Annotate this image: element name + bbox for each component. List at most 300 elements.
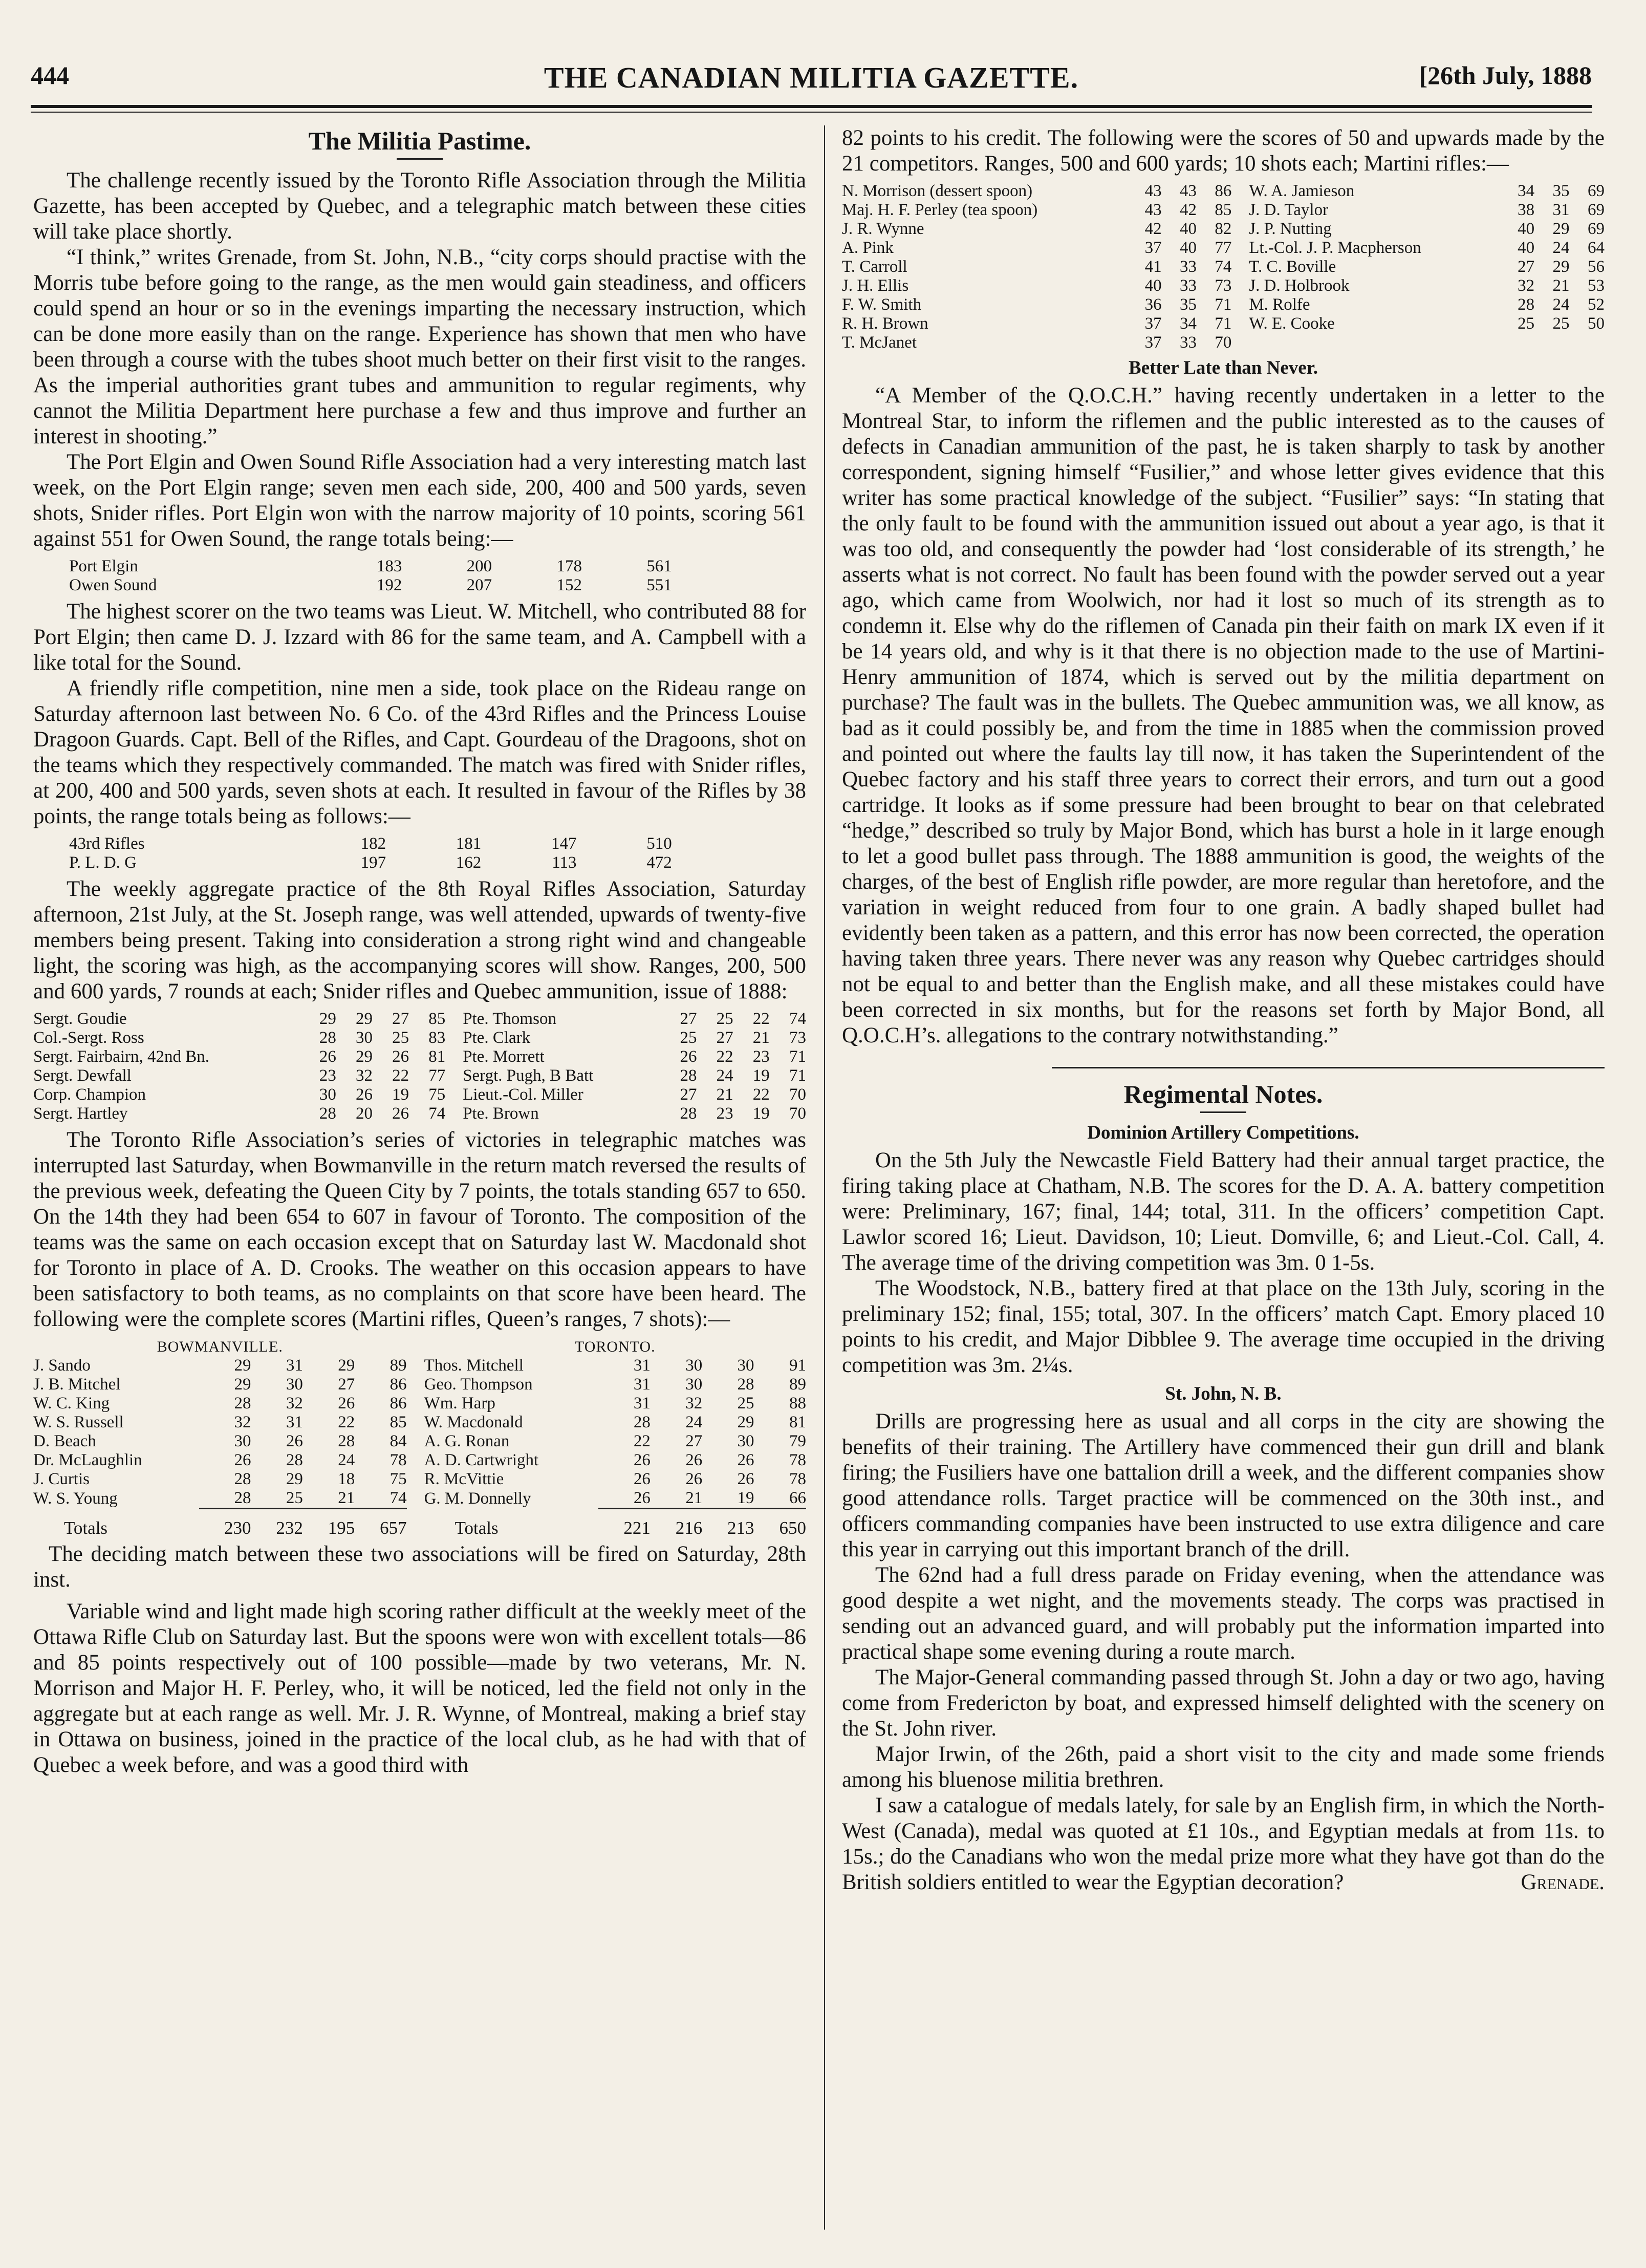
score-cell: 197 [360, 853, 386, 872]
score-cell: 25 [737, 1394, 754, 1413]
shooter-name [1249, 333, 1499, 352]
paragraph: A friendly rifle competition, nine men a side, took place on the Rideau range on Saturday afternoon last between No. 6 Co. of the 43rd Rifles and the Princess Louise Dragoon Guards. Capt. Bell of the Rifles, and Capt. Gourdeau of the Dragoons, shot on the teams which they respectively commanded. The match was fired with Snider rifles, at 200, 400 and 500 yards, seven shots at each. It resulted in favour of the Rifles by 38 points, the range totals being as follows:— [33, 676, 806, 828]
score-cell: 71 [1215, 295, 1232, 314]
score-cell: 200 [466, 557, 492, 575]
score-cell: 36 [1144, 295, 1162, 314]
score-cell: 30 [234, 1432, 251, 1450]
paragraph: The weekly aggregate practice of the 8th Royal Rifles Association, Saturday afternoon, 21st July, at the St. Joseph range, was well attended, upwards of twenty-five members being present. Taking into consideration a strong right wind and changeable light, the scoring was high, as the accompanying scores will show. Ranges, 200, 500 and 600 yards, 7 rounds at each; Snider rifles and Quebec ammunition, issue of 1888: [33, 877, 806, 1003]
score-table-port-elgin [69, 557, 672, 595]
subheading-st-john: St. John, N. B. [1165, 1383, 1282, 1404]
score-cell: 40 [1518, 220, 1535, 238]
score-cell: 20 [355, 1104, 373, 1123]
table-row [842, 239, 1605, 258]
score-cell: 24 [338, 1451, 355, 1469]
score-cell: 74 [1215, 258, 1232, 276]
score-cell: 178 [556, 557, 582, 575]
table-row [842, 258, 1605, 276]
subheading-artillery-competitions: Dominion Artillery Competitions. [1087, 1122, 1359, 1143]
paragraph: “A Member of the Q.O.C.H.” having recently undertaken in a letter to the Montreal Star, to inform the riflemen and the public interested as to the causes of defects in Canadian ammunition of the past, he is taken sharply to task by another correspondent, signing himself “Fusilier,” and whose letter gives evidence that this writer has some practical knowledge of the subject. “Fusilier” says: “In stating that the only fault to be found with the ammunition issued out about a year ago, is that it was too old, and consequently the powder had ‘lost considerable of its strength,’ he asserts what is not correct. No fault has been found with the powder served out a year ago, which came from Woolwich, nor had it lost so much of its strength as to condemn it. Else why do the riflemen of Canada pin their faith on mark IX even if it be 14 years old, and why is it that there is no objection made to the use of Martini-Henry ammunition of 1874, which is served out by the militia department on purchase? The fault was in the bullets. The Quebec ammunition was, we all know, as bad as it could possibly be, and from the time in 1885 when the commission proved and pointed out where the faults lay till now, it has taken the Superintendent of the Quebec factory and his staff three years to correct their errors, and turn out a good cartridge. It looks as if some pressure had been brought to bear on that celebrated “hedge,” described so truly by Major Bond, which has burst a hole in it large enough to let a good bullet pass through. The 1888 ammunition is good, the weights of the charges, of the best of English rifle powder, are more regular than heretofore, and the variation in weight reduced from four to one grain. A badly shaped bullet had evidently been taken as a pattern, and this error has now been corrected, the operation having taken three years. There never was any reason why Quebec cartridges should not be equal to and better than the English make, and all these mistakes could have been corrected in six months, but for the reasons set forth by Major Bond, all Q.O.C.H’s. allegations to the contrary notwithstanding.” [842, 383, 1605, 1047]
shooter-name: J. D. Taylor [1249, 201, 1329, 219]
heading-rule [397, 158, 443, 160]
table-row [842, 182, 1605, 201]
score-cell: 66 [789, 1489, 806, 1507]
score-cell: 31 [633, 1375, 651, 1394]
paragraph: The 62nd had a full dress parade on Friday evening, when the attendance was good despite a wet night, and the movements steady. The corps was practised in sending out an advanced guard, and will probably put the information imparted into practical shape some evening during a route march. [842, 1563, 1605, 1664]
shooter-name: Col.-Sergt. Ross [33, 1029, 144, 1047]
score-cell: 86 [389, 1394, 407, 1413]
score-cell: 26 [685, 1451, 703, 1469]
score-cell: 71 [1215, 314, 1232, 333]
signature: Grenade. [1521, 1870, 1605, 1894]
score-cell: 35 [1552, 182, 1570, 200]
shooter-name: Sergt. Goudie [33, 1010, 127, 1028]
score-cell: 91 [789, 1356, 806, 1375]
score-cell: 64 [1588, 239, 1605, 257]
issue-date: [26th July, 1888 [1419, 61, 1592, 90]
score-cell: 73 [789, 1029, 806, 1047]
score-cell: 32 [234, 1413, 251, 1431]
score-cell: 78 [789, 1470, 806, 1488]
paragraph: 82 points to his credit. The following were the scores of 50 and upwards made by the 21 competitors. Ranges, 500 and 600 yards; 10 shots each; Martini rifles:— [842, 126, 1605, 176]
shooter-name: N. Morrison (dessert spoon) [842, 182, 1033, 200]
shooter-name: Sergt. Pugh, B Batt [463, 1066, 594, 1085]
score-cell: 207 [466, 576, 492, 594]
table-row [33, 1029, 806, 1047]
score-cell: 26 [737, 1470, 754, 1488]
score-cell: 21 [716, 1085, 733, 1104]
shooter-name: W. A. Jamieson [1249, 182, 1355, 200]
score-cell: 183 [376, 557, 402, 575]
score-cell: 21 [1552, 276, 1570, 295]
score-cell: 19 [392, 1085, 409, 1104]
score-cell: 85 [389, 1413, 407, 1431]
paragraph: The challenge recently issued by the Toronto Rifle Association through the Militia Gazette, has been accepted by Quebec, and a telegraphic match between these cities will take place shortly. [33, 168, 806, 244]
score-cell: 70 [789, 1104, 806, 1123]
table-row [842, 220, 1605, 239]
score-table-43rd-rifles [69, 835, 672, 872]
shooter-name: W. Macdonald [424, 1413, 523, 1431]
score-cell: 34 [1179, 314, 1197, 333]
score-cell: 29 [737, 1413, 754, 1431]
totals-label: Totals [64, 1518, 108, 1538]
paragraph: The deciding match between these two associations will be fired on Saturday, 28th inst. [33, 1542, 806, 1592]
table-row [842, 295, 1605, 314]
table-header-row [33, 1337, 806, 1356]
table-row [842, 314, 1605, 333]
score-cell: 181 [456, 835, 482, 853]
score-cell: 23 [752, 1047, 770, 1066]
score-cell: 22 [338, 1413, 355, 1431]
score-cell: 28 [234, 1470, 251, 1488]
score-cell: 21 [338, 1489, 355, 1507]
table-row [842, 201, 1605, 220]
score-cell: 88 [789, 1394, 806, 1413]
score-cell: 84 [389, 1432, 407, 1450]
score-cell: 34 [1518, 182, 1535, 200]
score-cell: 24 [685, 1413, 703, 1431]
score-cell: 29 [355, 1010, 373, 1028]
score-cell: 28 [680, 1066, 697, 1085]
team-name: P. L. D. G [69, 853, 137, 872]
score-cell: 25 [1518, 314, 1535, 333]
score-cell: 26 [338, 1394, 355, 1413]
header-rule-thin [31, 112, 1592, 113]
shooter-name: J. Curtis [33, 1470, 90, 1488]
score-cell: 28 [1518, 295, 1535, 314]
shooter-name: Pte. Clark [463, 1029, 531, 1047]
score-cell: 26 [633, 1451, 651, 1469]
score-cell: 43 [1144, 201, 1162, 219]
score-cell: 56 [1588, 258, 1605, 276]
score-cell: 22 [752, 1010, 770, 1028]
score-cell: 28 [234, 1489, 251, 1507]
paragraph: The Toronto Rifle Association’s series of victories in telegraphic matches was interrupted last Saturday, when Bowmanville in the return match reversed the results of the previous week, defeating the Queen City by 7 points, the totals standing 657 to 650. On the 14th they had been 654 to 607 in favour of Toronto. The composition of the teams was the same on each occasion except that on Saturday last W. Macdonald shot for Toronto in place of A. D. Crooks. The weather on this occasion appears to have been satisfactory to both teams, as no complaints on that score have been heard. The following were the complete scores (Martini rifles, Queen’s ranges, 7 shots):— [33, 1128, 806, 1331]
score-cell [1500, 333, 1534, 352]
paragraph: Variable wind and light made high scoring rather difficult at the weekly meet of the Ottawa Rifle Club on Saturday last. But the spoons were won with excellent totals—86 and 85 points respectively out of 100 possible—made by two veterans, Mr. N. Morrison and Major H. F. Perley, who, it will be noticed, led the field not only in the aggregate but at each range as well. Mr. J. R. Wynne, of Montreal, making a brief stay in Ottawa on business, joined in the practice of the local club, as he had with that of Quebec a week before, and was a good third with [33, 1599, 806, 1777]
score-cell: 81 [789, 1413, 806, 1431]
shooter-name: Sergt. Fairbairn, 42nd Bn. [33, 1047, 210, 1066]
score-cell: 28 [286, 1451, 303, 1469]
score-cell: 26 [234, 1451, 251, 1469]
team-heading: TORONTO. [574, 1338, 656, 1355]
score-cell: 30 [319, 1085, 336, 1104]
shooter-name: T. Carroll [842, 258, 907, 276]
score-cell: 28 [338, 1432, 355, 1450]
table-row [69, 576, 672, 595]
score-cell: 86 [389, 1375, 407, 1394]
score-cell: 510 [646, 835, 672, 853]
shooter-name: M. Rolfe [1249, 295, 1310, 314]
score-cell: 22 [633, 1432, 651, 1450]
score-cell: 32 [286, 1394, 303, 1413]
paragraph: “I think,” writes Grenade, from St. John, N.B., “city corps should practise with the Morris tube before going to the range, as the men would gain steadiness, and officers could spend an hour or so in the evenings imparting the necessary instruction, which can be done more easily than on the range. Experience has shown that men who have been through a course with the tubes shoot much better on their first visit to the ranges. As the imperial authorities grant tubes and ammunition to regular regiments, why cannot the Militia Department here purchase a few and thus improve and further an interest in shooting.” [33, 245, 806, 448]
score-cell: 28 [680, 1104, 697, 1123]
score-cell [1570, 333, 1605, 352]
shooter-name: R. McVittie [424, 1470, 504, 1488]
table-divider-row [33, 1509, 806, 1513]
left-column [33, 125, 806, 1778]
paragraph: On the 5th July the Newcastle Field Battery had their annual target practice, the firing taking place at Chatham, N.B. The scores for the D. A. A. battery competition were: Preliminary, 167; final, 144; total, 311. In the officers’ competition Capt. Lawlor scored 16; Lieut. Davidson, 10; Lieut. Domville, 6; and Lieut.-Col. Call, 4. The average time of the driving competition was 3m. 0 1-5s. [842, 1148, 1605, 1275]
score-cell: 35 [1179, 295, 1197, 314]
score-cell: 31 [286, 1413, 303, 1431]
shooter-name: J. D. Holbrook [1249, 276, 1350, 295]
table-row [33, 1451, 806, 1470]
score-cell: 71 [789, 1047, 806, 1066]
score-cell: 37 [1144, 314, 1162, 333]
team-heading: BOWMANVILLE. [157, 1338, 283, 1355]
shooter-name: F. W. Smith [842, 295, 922, 314]
score-cell: 53 [1588, 276, 1605, 295]
table-row [69, 853, 672, 872]
score-cell: 74 [789, 1010, 806, 1028]
shooter-name: Lt.-Col. J. P. Macpherson [1249, 239, 1421, 257]
score-table-bowmanville-toronto [33, 1337, 806, 1537]
shooter-name: A. D. Cartwright [424, 1451, 539, 1469]
score-cell: 27 [716, 1029, 733, 1047]
score-cell: 26 [633, 1470, 651, 1488]
shooter-name: T. C. Boville [1249, 258, 1336, 276]
score-cell: 40 [1144, 276, 1162, 295]
score-cell: 26 [633, 1489, 651, 1507]
score-cell: 24 [716, 1066, 733, 1085]
table-row [33, 1010, 806, 1029]
score-cell: 27 [392, 1010, 409, 1028]
score-cell: 50 [1588, 314, 1605, 333]
score-cell: 40 [1179, 220, 1197, 238]
score-cell: 21 [685, 1489, 703, 1507]
table-row [33, 1470, 806, 1489]
score-cell: 29 [234, 1375, 251, 1394]
shooter-name: Pte. Brown [463, 1104, 539, 1123]
paragraph-text: I saw a catalogue of medals lately, for sale by an English firm, in which the North-West (Canada), medal was quoted at £1 10s., and Egyptian medals at from 11s. to 15s.; do the Canadians who won the medal prize more what they have got than do the British soldiers entitled to wear the Egyptian decoration? [842, 1793, 1605, 1894]
score-cell: 81 [428, 1047, 446, 1066]
team-name: 43rd Rifles [69, 835, 145, 853]
table-row [33, 1394, 806, 1413]
score-cell: 69 [1588, 182, 1605, 200]
score-cell: 77 [1215, 239, 1232, 257]
score-cell: 69 [1588, 201, 1605, 219]
score-cell: 70 [1215, 333, 1232, 352]
score-cell: 33 [1179, 258, 1197, 276]
score-cell: 28 [234, 1394, 251, 1413]
total-cell: 650 [779, 1518, 806, 1538]
score-cell: 23 [716, 1104, 733, 1123]
score-cell: 78 [789, 1451, 806, 1469]
paragraph: Major Irwin, of the 26th, paid a short visit to the city and made some friends among his bluenose militia brethren. [842, 1742, 1605, 1792]
score-cell: 32 [1518, 276, 1535, 295]
score-cell: 77 [428, 1066, 446, 1085]
score-cell: 78 [389, 1451, 407, 1469]
score-cell: 26 [392, 1104, 409, 1123]
shooter-name: Pte. Morrett [463, 1047, 545, 1066]
shooter-name: J. B. Mitchel [33, 1375, 121, 1394]
score-cell: 38 [1518, 201, 1535, 219]
score-cell: 113 [552, 853, 577, 872]
score-cell: 75 [428, 1085, 446, 1104]
paragraph: The Port Elgin and Owen Sound Rifle Association had a very interesting match last week, on the Port Elgin range; seven men each side, 200, 400 and 500 yards, seven shots, Snider rifles. Port Elgin won with the narrow majority of 10 points, scoring 561 against 551 for Owen Sound, the range totals being:— [33, 450, 806, 551]
column-divider [824, 125, 825, 2230]
score-cell: 82 [1215, 220, 1232, 238]
score-cell: 74 [389, 1489, 407, 1507]
score-cell: 33 [1179, 333, 1197, 352]
score-cell: 89 [389, 1356, 407, 1375]
score-cell: 28 [319, 1029, 336, 1047]
shooter-name: W. S. Young [33, 1489, 118, 1508]
section-heading-militia-pastime: The Militia Pastime. [308, 126, 531, 155]
paragraph: The Major-General commanding passed through St. John a day or two ago, having come from Fredericton by boat, and expressed himself delighted with the scenery on the St. John river. [842, 1665, 1605, 1741]
score-cell: 24 [1552, 295, 1570, 314]
total-cell: 221 [623, 1518, 651, 1538]
table-row [842, 333, 1605, 352]
table-row [33, 1489, 806, 1509]
table-row [69, 835, 672, 853]
shooter-name: G. M. Donnelly [424, 1489, 531, 1508]
total-cell: 230 [224, 1518, 251, 1538]
score-cell: 30 [737, 1356, 754, 1375]
table-row [33, 1066, 806, 1085]
score-cell: 561 [646, 557, 672, 575]
score-cell: 69 [1588, 220, 1605, 238]
score-cell: 31 [1552, 201, 1570, 219]
score-cell: 152 [556, 576, 582, 594]
score-cell: 79 [789, 1432, 806, 1450]
paragraph: The Woodstock, N.B., battery fired at that place on the 13th July, scoring in the preliminary 152; final, 155; total, 307. In the officers’ match Capt. Emory placed 10 points to his credit, and Major Dibblee 9. The average time occupied in the driving competition was 3m. 2¼s. [842, 1276, 1605, 1377]
table-row [842, 276, 1605, 295]
section-rule [1052, 1067, 1605, 1068]
paragraph: Drills are progressing here as usual and all corps in the city are showing the benefits of their training. The Artillery have commenced their gun drill and blank firing; the Fusiliers have one battalion drill a week, and the different companies show good attendance rolls. Target practice will be commenced on the 30th inst., and officers commanding companies have been instructed to use extra diligence and care this year in carrying out this important branch of the drill. [842, 1409, 1605, 1561]
score-cell: 27 [1518, 258, 1535, 276]
score-cell: 26 [319, 1047, 336, 1066]
table-row [33, 1356, 806, 1375]
total-cell: 216 [675, 1518, 703, 1538]
header-rule [31, 105, 1592, 108]
score-cell: 27 [338, 1375, 355, 1394]
score-cell: 52 [1588, 295, 1605, 314]
score-cell: 30 [685, 1356, 703, 1375]
shooter-name: Lieut.-Col. Miller [463, 1085, 583, 1104]
shooter-name: W. C. King [33, 1394, 110, 1413]
shooter-name: J. P. Nutting [1249, 220, 1332, 238]
score-cell: 29 [319, 1010, 336, 1028]
publication-title: THE CANADIAN MILITIA GAZETTE. [544, 61, 1079, 94]
score-cell: 29 [355, 1047, 373, 1066]
score-cell: 32 [685, 1394, 703, 1413]
score-cell: 22 [752, 1085, 770, 1104]
score-cell: 42 [1144, 220, 1162, 238]
score-cell: 26 [392, 1047, 409, 1066]
shooter-name: Corp. Champion [33, 1085, 146, 1104]
shooter-name: D. Beach [33, 1432, 96, 1450]
score-cell: 28 [633, 1413, 651, 1431]
score-cell: 37 [1144, 333, 1162, 352]
score-cell: 31 [286, 1356, 303, 1375]
shooter-name: A. Pink [842, 239, 894, 257]
score-cell: 23 [319, 1066, 336, 1085]
score-cell: 86 [1215, 182, 1232, 200]
total-cell: 232 [276, 1518, 303, 1538]
subheading-better-late: Better Late than Never. [1129, 357, 1318, 378]
score-cell: 25 [286, 1489, 303, 1507]
page-number: 444 [31, 61, 69, 90]
shooter-name: Sergt. Hartley [33, 1104, 128, 1123]
shooter-name: J. R. Wynne [842, 220, 924, 238]
score-cell: 30 [355, 1029, 373, 1047]
shooter-name: Maj. H. F. Perley (tea spoon) [842, 201, 1038, 219]
team-name: Owen Sound [69, 576, 157, 594]
score-cell: 25 [680, 1029, 697, 1047]
total-cell: 213 [727, 1518, 754, 1538]
score-cell: 551 [646, 576, 672, 594]
shooter-name: W. E. Cooke [1249, 314, 1335, 333]
score-cell: 25 [716, 1010, 733, 1028]
score-cell: 29 [1552, 220, 1570, 238]
right-column [842, 125, 1605, 1895]
score-cell: 29 [1552, 258, 1570, 276]
score-cell: 22 [716, 1047, 733, 1066]
score-cell: 21 [752, 1029, 770, 1047]
score-cell: 43 [1179, 182, 1197, 200]
score-cell: 25 [392, 1029, 409, 1047]
table-row [33, 1047, 806, 1066]
shooter-name: Dr. McLaughlin [33, 1451, 142, 1469]
shooter-name: Thos. Mitchell [424, 1356, 524, 1375]
score-cell: 182 [360, 835, 386, 853]
score-cell: 27 [680, 1010, 697, 1028]
score-cell: 31 [633, 1394, 651, 1413]
score-cell: 71 [789, 1066, 806, 1085]
score-cell: 29 [234, 1356, 251, 1375]
score-cell: 30 [685, 1375, 703, 1394]
table-row [33, 1104, 806, 1123]
score-cell: 40 [1518, 239, 1535, 257]
score-cell: 162 [456, 853, 482, 872]
shooter-name: Pte. Thomson [463, 1010, 556, 1028]
table-row [69, 557, 672, 576]
score-cell: 40 [1179, 239, 1197, 257]
shooter-name: Geo. Thompson [424, 1375, 533, 1394]
score-cell: 70 [789, 1085, 806, 1104]
section-heading-regimental-notes: Regimental Notes. [1123, 1080, 1323, 1108]
score-cell: 33 [1179, 276, 1197, 295]
score-cell: 147 [551, 835, 577, 853]
score-cell: 43 [1144, 182, 1162, 200]
score-cell: 19 [752, 1104, 770, 1123]
score-cell: 28 [319, 1104, 336, 1123]
shooter-name: A. G. Ronan [424, 1432, 510, 1450]
score-cell: 85 [428, 1010, 446, 1028]
score-cell: 83 [428, 1029, 446, 1047]
paragraph: The highest scorer on the two teams was Lieut. W. Mitchell, who contributed 88 for Port Elgin; then came D. J. Izzard with 86 for the same team, and A. Campbell with a like total for the Sound. [33, 600, 806, 675]
total-cell: 657 [380, 1518, 407, 1538]
total-cell: 195 [328, 1518, 355, 1538]
score-cell: 26 [286, 1432, 303, 1450]
score-cell: 42 [1179, 201, 1197, 219]
shooter-name: Wm. Harp [424, 1394, 495, 1413]
score-cell: 18 [338, 1470, 355, 1488]
table-row [33, 1413, 806, 1432]
heading-rule [1200, 1111, 1246, 1113]
score-cell: 85 [1215, 201, 1232, 219]
running-header [31, 60, 1592, 101]
score-cell: 37 [1144, 239, 1162, 257]
team-name: Port Elgin [69, 557, 138, 575]
table-totals-row [33, 1512, 806, 1537]
shooter-name: T. McJanet [842, 333, 917, 352]
score-cell: 19 [737, 1489, 754, 1507]
score-cell: 27 [680, 1085, 697, 1104]
score-cell: 25 [1552, 314, 1570, 333]
shooter-name: W. S. Russell [33, 1413, 124, 1431]
score-table-ottawa-rifle-club [842, 182, 1605, 352]
paragraph [842, 1793, 1605, 1895]
score-cell: 22 [392, 1066, 409, 1085]
shooter-name: Sergt. Dewfall [33, 1066, 132, 1085]
score-cell: 41 [1144, 258, 1162, 276]
score-cell: 32 [355, 1066, 373, 1085]
score-cell: 472 [646, 853, 672, 872]
table-row [33, 1085, 806, 1104]
score-cell: 31 [633, 1356, 651, 1375]
score-cell: 26 [355, 1085, 373, 1104]
score-cell: 89 [789, 1375, 806, 1394]
score-cell: 30 [286, 1375, 303, 1394]
score-cell: 24 [1552, 239, 1570, 257]
table-row [33, 1375, 806, 1394]
score-cell: 27 [685, 1432, 703, 1450]
score-cell: 192 [376, 576, 402, 594]
shooter-name: R. H. Brown [842, 314, 928, 333]
score-cell: 26 [737, 1451, 754, 1469]
